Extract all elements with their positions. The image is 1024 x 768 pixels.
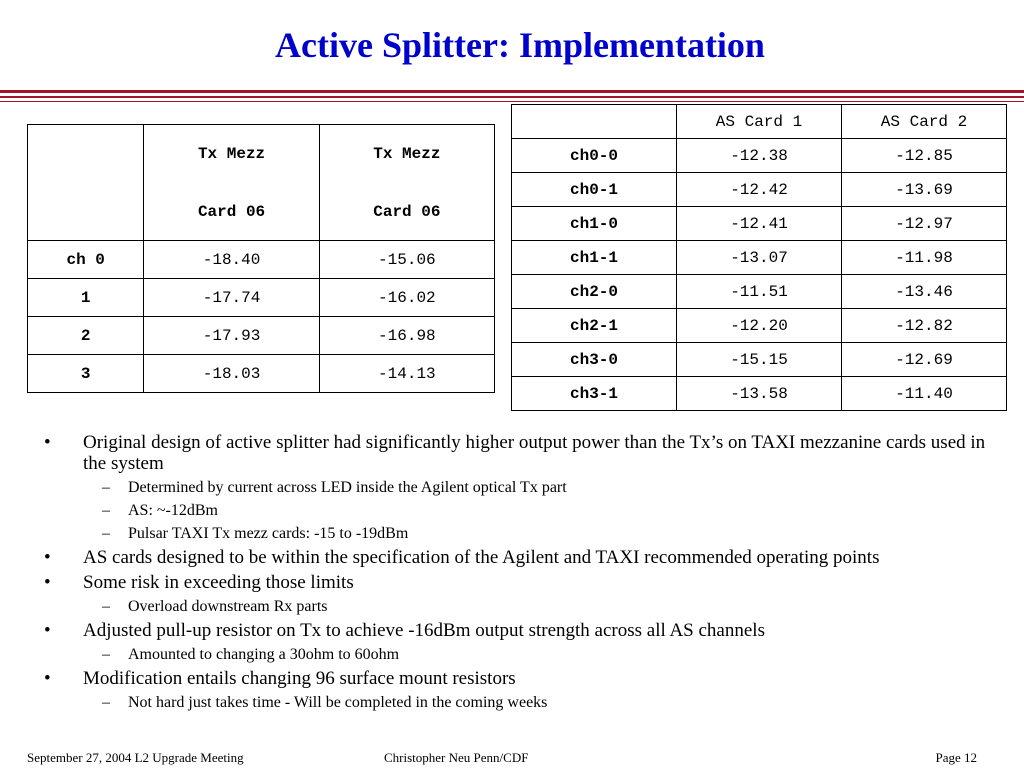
bullet-icon: •: [44, 432, 51, 453]
footer-date-meeting: September 27, 2004 L2 Upgrade Meeting: [27, 750, 244, 765]
row-label: 3: [28, 355, 144, 393]
row-label: ch3-0: [512, 343, 677, 377]
table-header-row: [512, 105, 1007, 139]
sub-bullet-item: [44, 478, 1004, 498]
table-cell: -12.42: [677, 173, 842, 207]
dash-icon: –: [102, 525, 110, 542]
row-label: ch1-0: [512, 207, 677, 241]
table-cell: -13.69: [842, 173, 1007, 207]
footer-page-number: Page 12: [935, 750, 977, 765]
table-cell: -18.03: [144, 355, 319, 393]
sub-bullet-item: [44, 524, 1004, 544]
bullet-item: [44, 432, 1004, 474]
table-cell: -13.58: [677, 377, 842, 411]
bullet-item: [44, 620, 1004, 641]
row-label: ch0-0: [512, 139, 677, 173]
table-cell: -12.82: [842, 309, 1007, 343]
header-cell: [28, 125, 144, 241]
table-cell: -12.97: [842, 207, 1007, 241]
table-row: [512, 377, 1007, 411]
bullet-item: [44, 547, 1004, 568]
dash-icon: –: [102, 646, 110, 663]
table-row: [28, 241, 495, 279]
title-divider-thick: [0, 90, 1024, 93]
table-cell: -12.20: [677, 309, 842, 343]
sub-bullet-item: [44, 693, 1004, 713]
tx-mezz-table: [27, 124, 495, 393]
row-label: 1: [28, 279, 144, 317]
header-cell: AS Card 2: [842, 105, 1007, 139]
table-row: [512, 275, 1007, 309]
footer-author: Christopher Neu Penn/CDF: [384, 750, 529, 765]
table-cell: -17.93: [144, 317, 319, 355]
bullet-text: Original design of active splitter had significantly higher output power than the Tx’s on TAXI mezzanine cards used in the system: [83, 432, 986, 474]
row-label: ch1-1: [512, 241, 677, 275]
header-line: Card 06: [197, 202, 266, 221]
sub-bullet-item: [44, 645, 1004, 665]
header-cell: [319, 125, 494, 241]
sub-bullet-item: [44, 597, 1004, 617]
table-cell: -12.38: [677, 139, 842, 173]
row-label: ch3-1: [512, 377, 677, 411]
title-divider-medium: [0, 96, 1024, 98]
table-cell: -12.85: [842, 139, 1007, 173]
dash-icon: –: [102, 694, 110, 711]
row-label: ch2-0: [512, 275, 677, 309]
dash-icon: –: [102, 502, 110, 519]
sub-bullet-text: Overload downstream Rx parts: [128, 598, 328, 615]
header-cell: [512, 105, 677, 139]
table-cell: -13.46: [842, 275, 1007, 309]
table-cell: -16.98: [319, 317, 494, 355]
table-row: [512, 207, 1007, 241]
table-cell: -15.15: [677, 343, 842, 377]
bullet-text: AS cards designed to be within the specification of the Agilent and TAXI recommended operating points: [83, 547, 880, 568]
row-label: 2: [28, 317, 144, 355]
table-cell: -18.40: [144, 241, 319, 279]
table-cell: -12.69: [842, 343, 1007, 377]
bullet-icon: •: [44, 572, 51, 593]
table-header-row: [28, 125, 495, 241]
table-row: [28, 317, 495, 355]
row-label: ch 0: [28, 241, 144, 279]
table-cell: -13.07: [677, 241, 842, 275]
header-cell: AS Card 1: [677, 105, 842, 139]
sub-bullet-item: [44, 501, 1004, 521]
table-row: [512, 173, 1007, 207]
bullet-icon: •: [44, 620, 51, 641]
table-cell: -16.02: [319, 279, 494, 317]
table-cell: -14.13: [319, 355, 494, 393]
table-cell: -15.06: [319, 241, 494, 279]
bullet-text: Modification entails changing 96 surface mount resistors: [83, 668, 516, 689]
sub-bullet-text: Determined by current across LED inside the Agilent optical Tx part: [128, 479, 567, 496]
bullet-text: Some risk in exceeding those limits: [83, 572, 354, 593]
dash-icon: –: [102, 479, 110, 496]
sub-bullet-text: Not hard just takes time - Will be completed in the coming weeks: [128, 694, 548, 711]
slide-title: Active Splitter: Implementation: [275, 25, 765, 65]
title-divider-thin: [0, 101, 1024, 102]
table-row: [28, 279, 495, 317]
header-line: Tx Mezz: [197, 144, 266, 163]
table-cell: -11.40: [842, 377, 1007, 411]
table-row: [512, 343, 1007, 377]
header-cell: [144, 125, 319, 241]
table-cell: -17.74: [144, 279, 319, 317]
table-row: [512, 139, 1007, 173]
table-row: [512, 309, 1007, 343]
table-cell: -12.41: [677, 207, 842, 241]
table-row: [512, 241, 1007, 275]
row-label: ch0-1: [512, 173, 677, 207]
as-card-table: [511, 104, 1007, 411]
dash-icon: –: [102, 598, 110, 615]
sub-bullet-text: Pulsar TAXI Tx mezz cards: -15 to -19dBm: [128, 525, 409, 542]
bullet-icon: •: [44, 547, 51, 568]
table-cell: -11.51: [677, 275, 842, 309]
bullet-icon: •: [44, 668, 51, 689]
bullet-item: [44, 668, 1004, 689]
table-cell: -11.98: [842, 241, 1007, 275]
sub-bullet-text: Amounted to changing a 30ohm to 60ohm: [128, 646, 400, 663]
bullet-list: [44, 432, 1004, 716]
table-row: [28, 355, 495, 393]
bullet-text: Adjusted pull-up resistor on Tx to achieve -16dBm output strength across all AS channels: [83, 620, 765, 641]
header-line: Card 06: [373, 202, 441, 221]
row-label: ch2-1: [512, 309, 677, 343]
bullet-item: [44, 572, 1004, 593]
sub-bullet-text: AS: ~-12dBm: [128, 502, 218, 519]
header-line: Tx Mezz: [373, 144, 441, 163]
